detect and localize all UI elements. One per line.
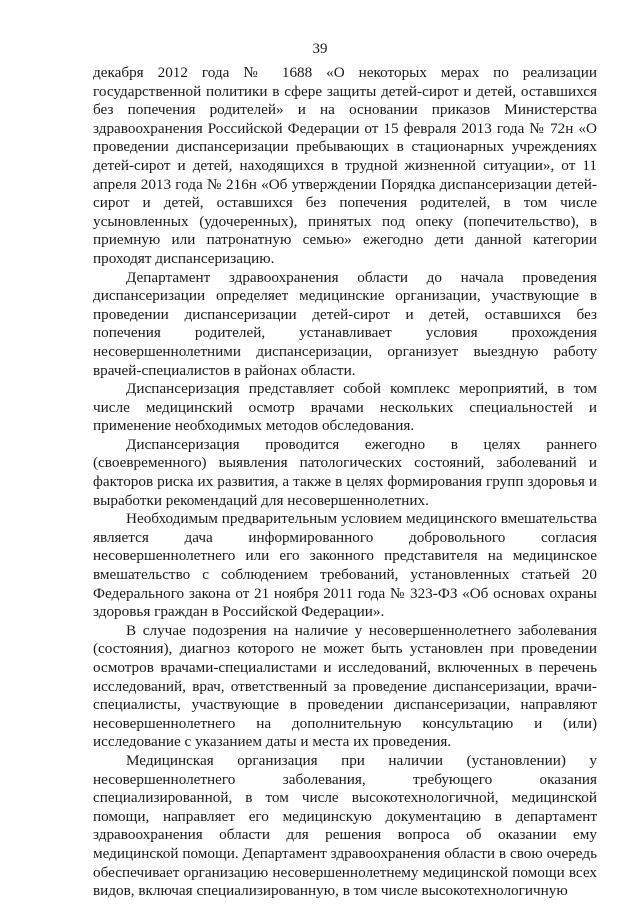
- paragraph-continuation: декабря 2012 года № 1688 «О некоторых мерах по реализации государственной политики в сфере защиты детей-сирот и детей, оставшихся без попечения родителей» и на основании приказов Министерства здравоохранения Российской Федерации от 15 февраля 2013 года № 72н «О проведении диспансеризации пребывающих в стационарных учреждениях детей-сирот и детей, находящихся в трудной жизненной ситуации», от 11 апреля 2013 года № 216н «Об утверждении Порядка диспансеризации детей-сирот и детей, оставшихся без попечения родителей, в том числе усыновленных (удочеренных), принятых под опеку (попечительство), в приемную или патронатную семью» ежегодно дети данной категории проходят диспансеризацию.: [93, 64, 597, 267]
- paragraph: Департамент здравоохранения области до начала проведения диспансеризации определяет медицинские организации, участвующие в проведении диспансеризации детей-сирот и детей, оставшихся без попечения родителей, устанавливает условия прохождения несовершеннолетними диспансеризации, организует выездную работу врачей-специалистов в районах области.: [93, 268, 597, 379]
- paragraph: Необходимым предварительным условием медицинского вмешательства является дача информированного добровольного согласия несовершеннолетнего или его законного представителя на медицинское вмешательство с соблюдением требований, установленных статьей 20 Федерального закона от 21 ноября 2011 года № 323-ФЗ «Об основах охраны здоровья граждан в Российской Федерации».: [93, 510, 597, 621]
- paragraph: Медицинская организация при наличии (установлении) у несовершеннолетнего заболевания, требующего оказания специализированной, в том числе высокотехнологичной, медицинской помощи, направляет его медицинскую документацию в департамент здравоохранения области для решения вопроса об оказании ему медицинской помощи. Департамент здравоохранения области в свою очередь обеспечивает организацию несовершеннолетнему медицинской помощи всех видов, включая специализированную, в том числе высокотехнологичную: [93, 751, 597, 900]
- page-number: 39: [312, 41, 328, 57]
- paragraph: Диспансеризация проводится ежегодно в целях раннего (своевременного) выявления патологических состояний, заболеваний и факторов риска их развития, а также в целях формирования групп здоровья и выработки рекомендаций для несовершеннолетних.: [93, 435, 597, 509]
- paragraph: В случае подозрения на наличие у несовершеннолетнего заболевания (состояния), диагноз которого не может быть установлен при проведении осмотров врачами-специалистами и исследований, включенных в перечень исследований, врач, ответственный за проведение диспансеризации, врачи-специалисты, участвующие в проведении диспансеризации, направляют несовершеннолетнего на дополнительную консультацию и (или) исследование с указанием даты и места их проведения.: [93, 621, 597, 751]
- paragraph: Диспансеризация представляет собой комплекс мероприятий, в том числе медицинский осмотр врачами нескольких специальностей и применение необходимых методов обследования.: [93, 380, 597, 435]
- body-text: [93, 64, 597, 901]
